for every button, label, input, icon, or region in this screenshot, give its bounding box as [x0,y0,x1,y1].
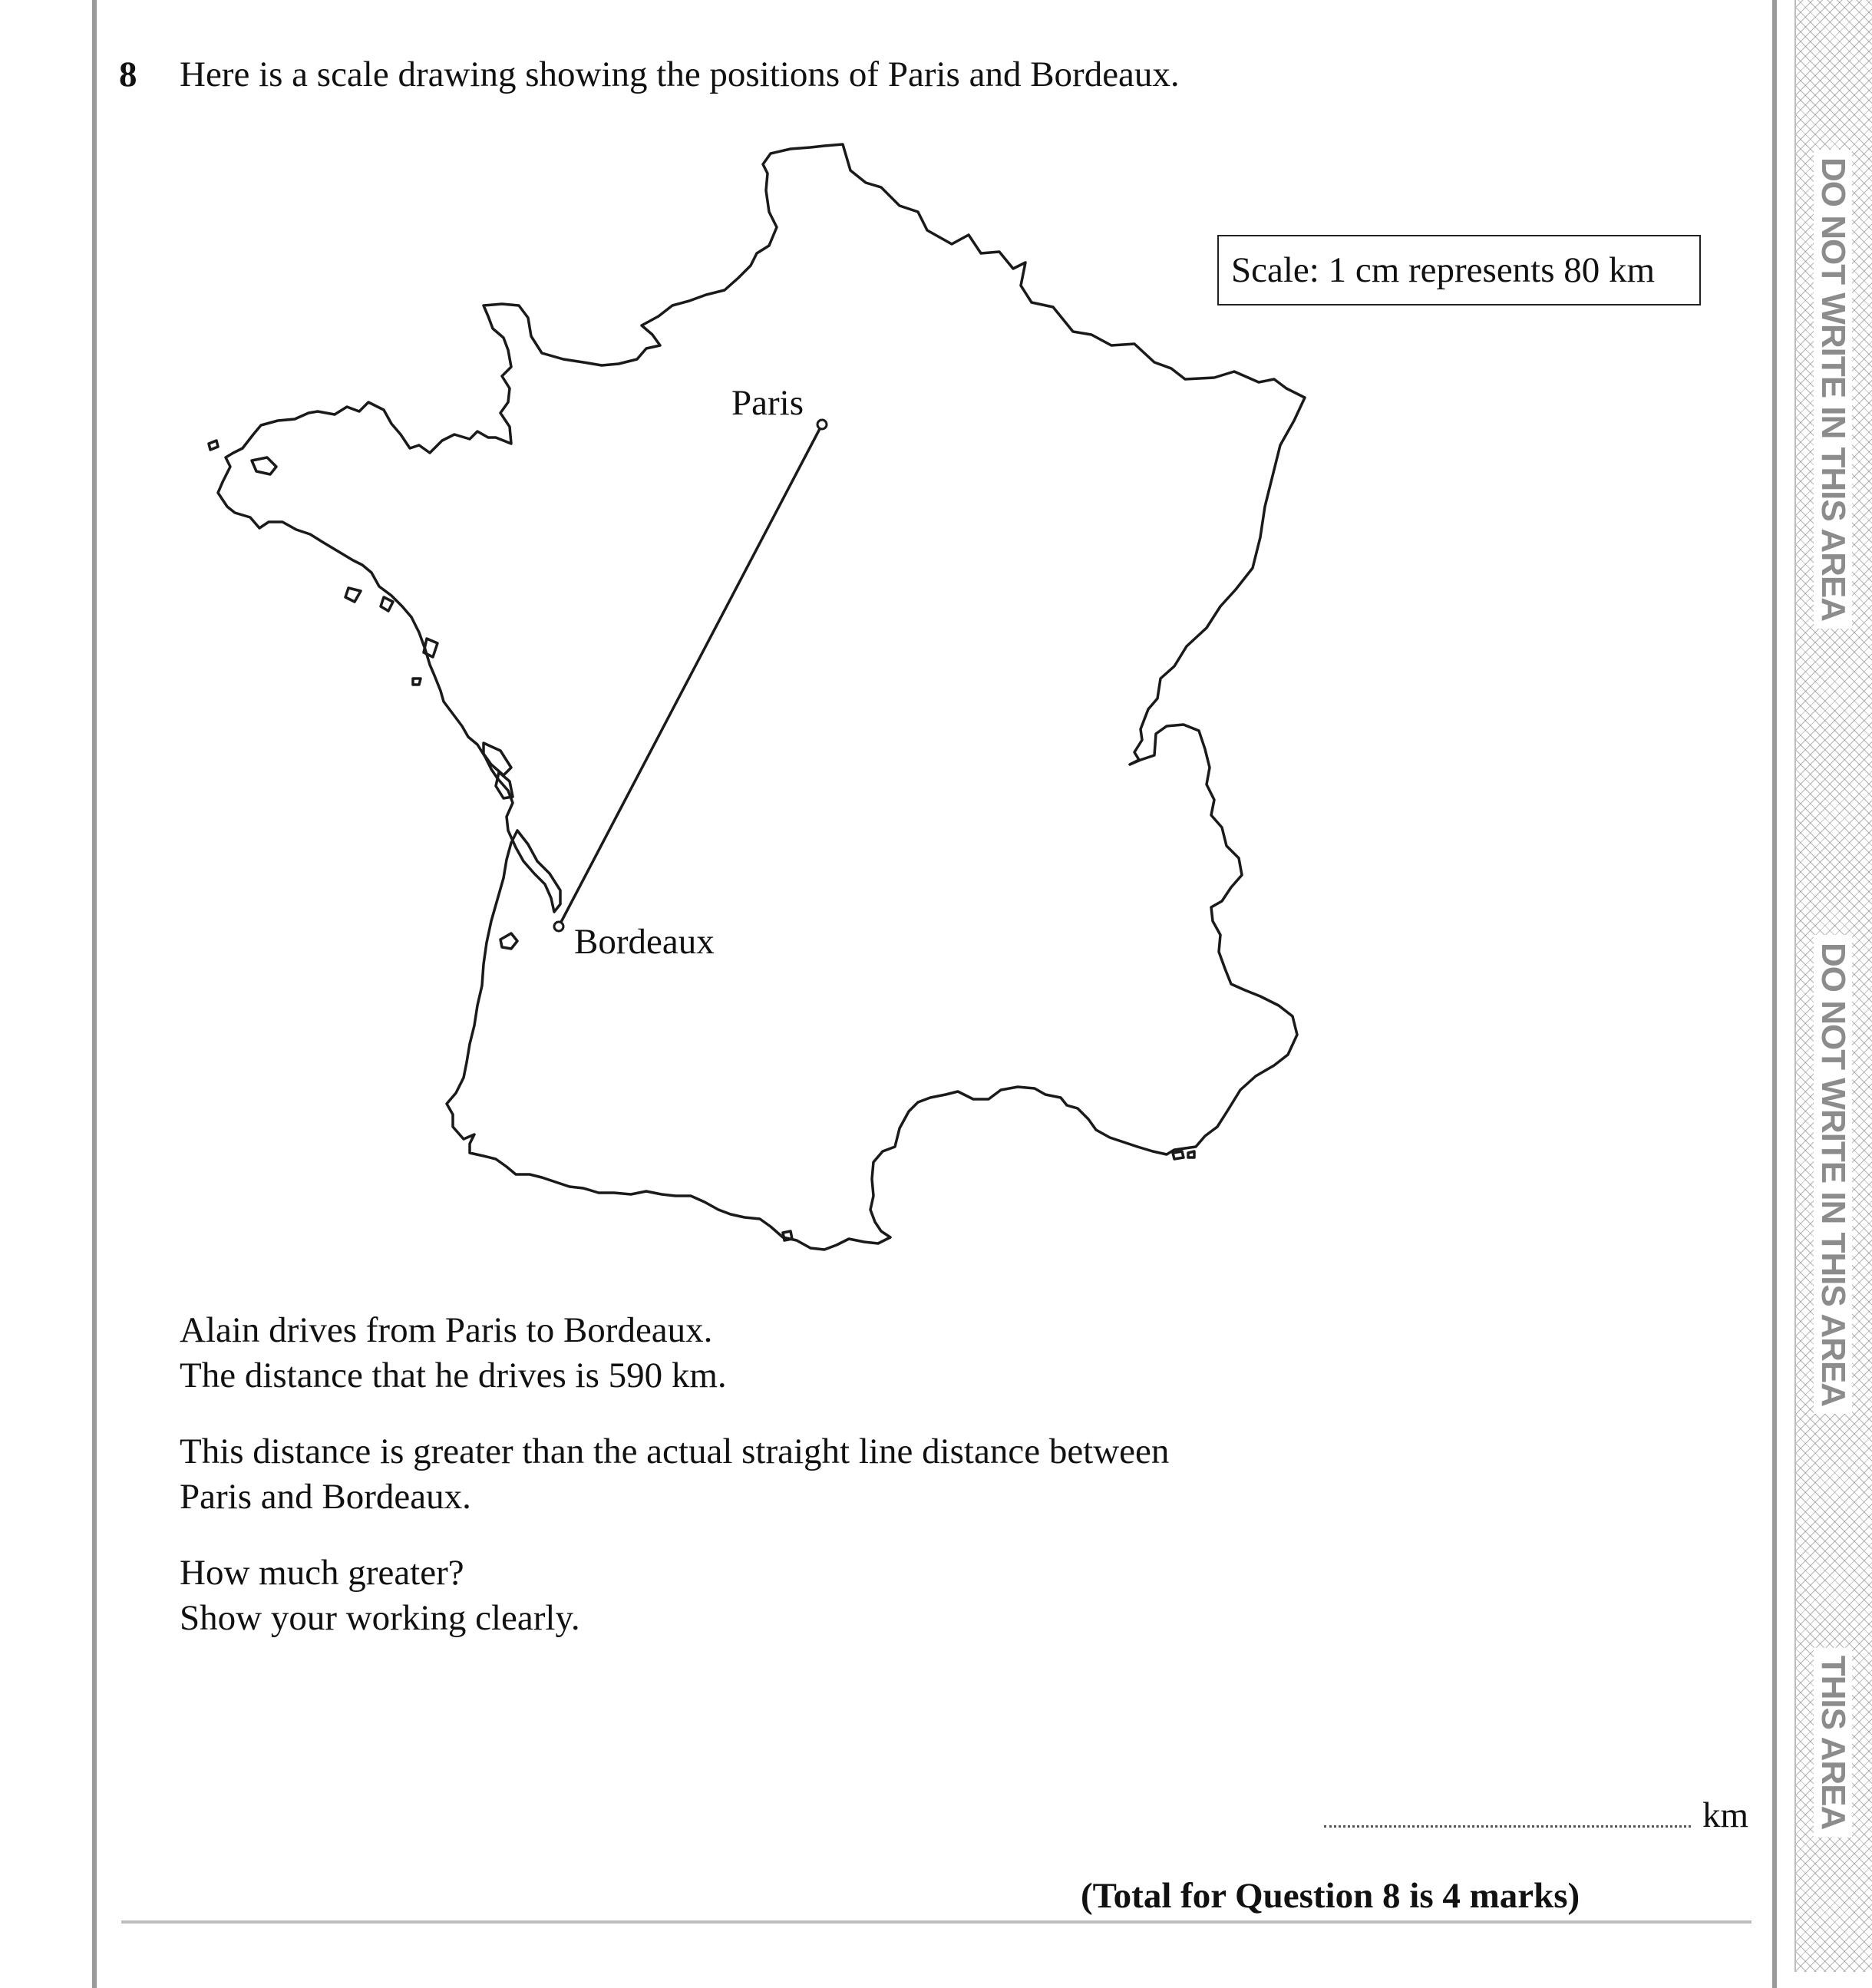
island-5 [424,639,437,657]
bordeaux-label: Bordeaux [574,922,715,962]
scale-box: Scale: 1 cm represents 80 km [1217,235,1701,305]
paragraph-line: The distance that he drives is 590 km. [180,1356,727,1395]
island-6 [413,679,421,685]
paragraph-line: This distance is greater than the actual straight line distance between [180,1432,1170,1471]
paragraph-line: Paris and Bordeaux. [180,1477,471,1517]
island-9 [500,933,517,949]
paragraph-line: How much greater? [180,1553,464,1593]
answer-unit: km [1702,1795,1749,1835]
island-3 [345,588,361,602]
question-number: 8 [119,54,137,94]
island-1 [209,441,218,450]
paris-bordeaux-line [559,424,822,926]
paragraph-line: Alain drives from Paris to Bordeaux. [180,1310,713,1350]
bordeaux-marker [554,922,563,931]
margin-warning-label: DO NOT WRITE IN THIS AREA [1814,150,1852,629]
margin-warning-label: DO NOT WRITE IN THIS AREA [1814,935,1852,1414]
france-outline [218,144,1305,1250]
bottom-rule [121,1920,1751,1924]
island-2 [252,457,276,474]
island-11 [1173,1151,1184,1159]
paris-marker [817,420,827,429]
island-7 [484,743,511,775]
answer-line[interactable] [1324,1825,1691,1828]
paragraph-line: Show your working clearly. [180,1598,580,1638]
paris-label: Paris [731,383,804,423]
island-4 [381,597,393,611]
island-12 [1188,1151,1194,1157]
question-intro: Here is a scale drawing showing the positions of Paris and Bordeaux. [180,54,1180,94]
margin-warning-label: THIS AREA [1814,1648,1852,1838]
island-10 [783,1231,792,1240]
total-marks: (Total for Question 8 is 4 marks) [1081,1876,1580,1916]
